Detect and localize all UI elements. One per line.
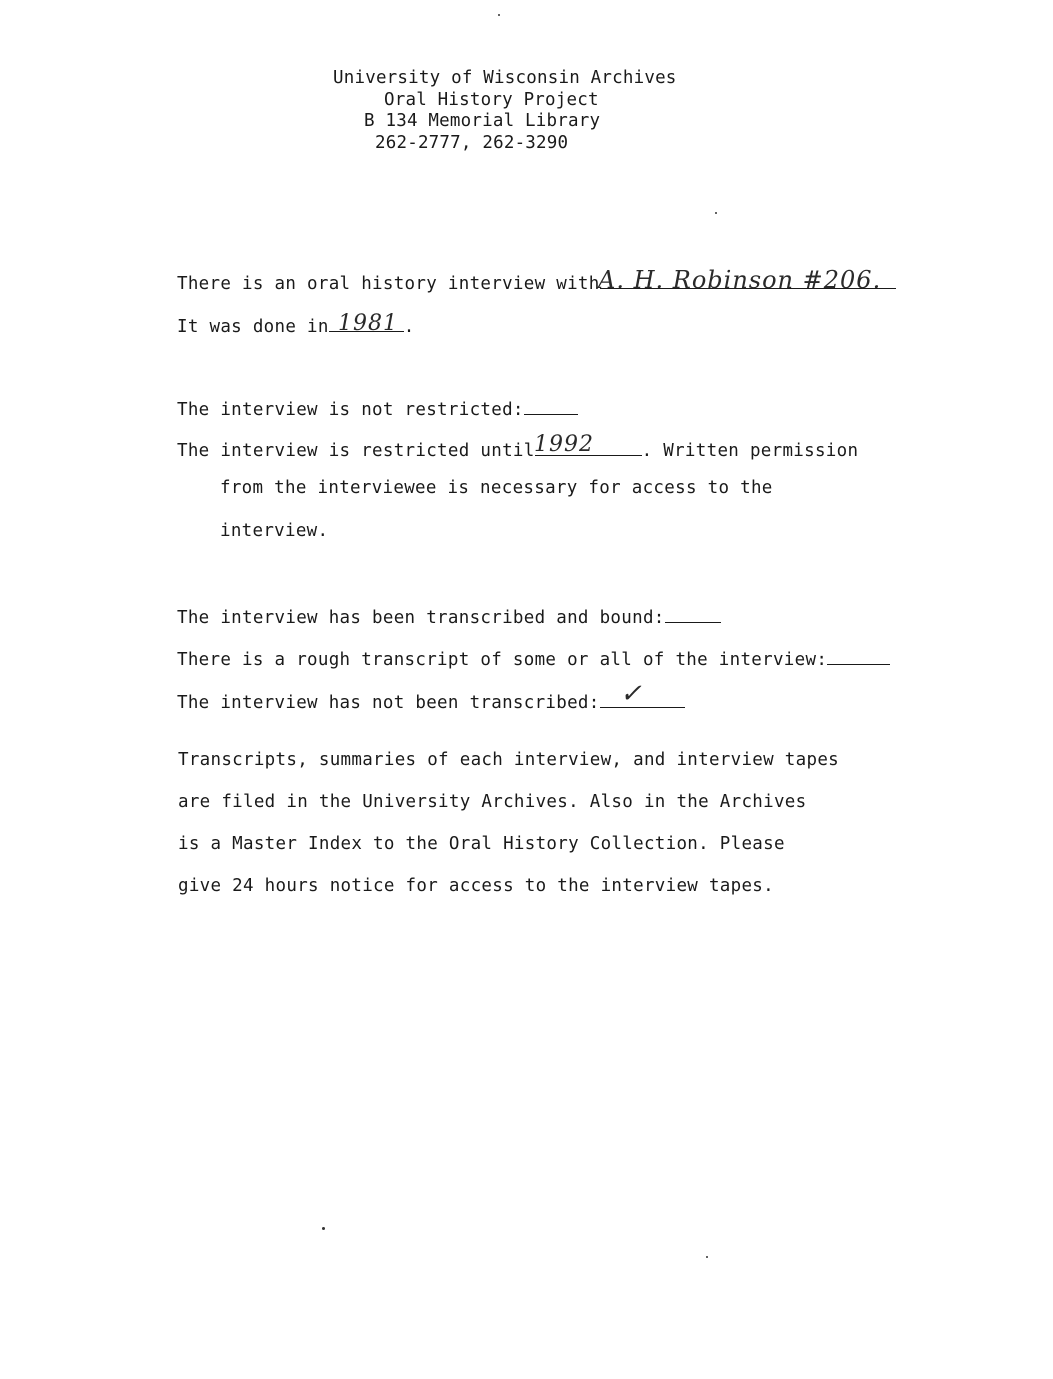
permission-line-2: from the interviewee is necessary for access to the	[220, 478, 773, 498]
restricted-until-label: The interview is restricted until	[177, 441, 535, 461]
letterhead-line-4: 262-2777, 262-3290	[375, 132, 569, 153]
rough-transcript-label: There is a rough transcript of some or all of the interview:	[177, 650, 828, 670]
rough-transcript-line	[177, 646, 890, 670]
rough-transcript-blank	[827, 646, 890, 665]
not-transcribed-label: The interview has not been transcribed:	[177, 693, 600, 713]
not-restricted-blank	[524, 396, 578, 415]
not-restricted-line	[177, 396, 578, 420]
interviewee-name-handwritten: A. H. Robinson #206.	[598, 266, 882, 294]
notice-line-2: are filed in the University Archives. Also in the Archives	[178, 792, 807, 812]
restricted-until-line	[177, 437, 858, 461]
letterhead-line-2: Oral History Project	[384, 89, 599, 110]
interview-year-handwritten: 1981	[338, 311, 398, 336]
not-restricted-label: The interview is not restricted:	[177, 400, 524, 420]
interview-with-label: There is an oral history interview with	[177, 274, 600, 294]
notice-line-3: is a Master Index to the Oral History Collection. Please	[178, 834, 785, 854]
not-transcribed-line	[177, 689, 685, 713]
restricted-until-suffix: . Written permission	[641, 441, 859, 461]
letterhead-line-3: B 134 Memorial Library	[364, 111, 601, 131]
transcribed-bound-label: The interview has been transcribed and bound:	[177, 608, 665, 628]
done-in-suffix: .	[403, 317, 415, 337]
notice-line-4: give 24 hours notice for access to the interview tapes.	[178, 876, 774, 896]
scan-speck	[498, 14, 500, 16]
done-in-label: It was done in	[177, 317, 329, 337]
notice-line-1: Transcripts, summaries of each interview, and interview tapes	[178, 750, 839, 770]
restricted-year-handwritten: 1992	[534, 432, 594, 457]
scan-speck	[706, 1256, 708, 1258]
transcribed-bound-blank	[665, 604, 721, 623]
scan-speck	[322, 1227, 325, 1230]
letterhead	[333, 68, 677, 154]
permission-line-3: interview.	[220, 521, 329, 541]
transcribed-bound-line	[177, 604, 721, 628]
not-transcribed-checkmark: ✓	[620, 679, 643, 709]
letterhead-line-1: University of Wisconsin Archives	[333, 68, 677, 88]
scan-speck	[715, 212, 717, 214]
